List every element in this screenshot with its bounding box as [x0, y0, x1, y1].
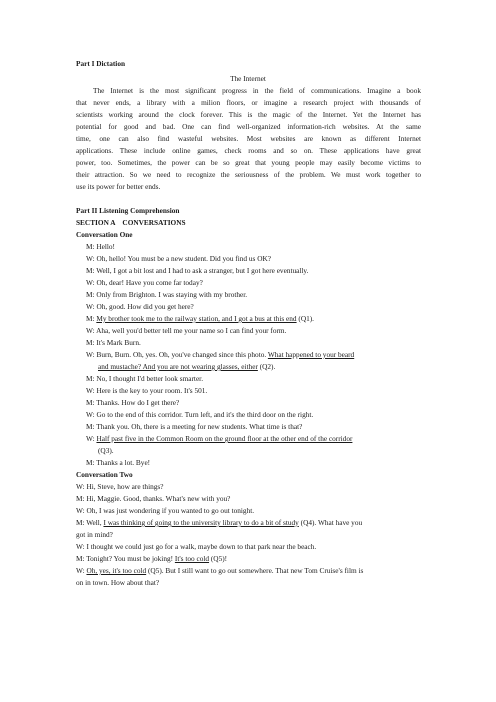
dialogue-line: W: Oh, I was just wondering if you wanted to go out tonight. — [76, 506, 255, 515]
answer-q1: My brother took me to the railway station, and I got a bus at this end — [96, 314, 297, 323]
dialogue-line: M: No, I thought I'd better look smarter. — [86, 374, 204, 383]
part2-heading: Part II Listening Comprehension — [76, 206, 180, 215]
paragraph-line: The Internet is the most significant progress in the field of communications. Imagine a book — [93, 86, 421, 95]
dialogue-line: M: Thank you. Oh, there is a meeting for new students. What time is that? — [86, 422, 303, 431]
answer-q2: What happened to your beard — [267, 350, 355, 359]
conversation-one-heading: Conversation One — [76, 230, 133, 239]
part1-title: The Internet — [230, 74, 266, 83]
paragraph-line: that never ends, a library with a milion floors, or imagine a research project with thousands of — [76, 98, 421, 107]
dialogue-line: M: Well, I was thinking of going to the university library to do a bit of study (Q4). What have you — [76, 518, 363, 527]
conversation-two-heading: Conversation Two — [76, 470, 133, 479]
dialogue-line: M: Tonight? You must be joking! It's too cold (Q5)! — [76, 554, 228, 563]
dialogue-line: M: Thanks a lot. Bye! — [86, 458, 151, 467]
answer-q5b: Oh, yes, it's too cold — [86, 566, 147, 575]
dialogue-line: W: Go to the end of this corridor. Turn left, and it's the third door on the right. — [86, 410, 314, 419]
dialogue-line: W: Half past five in the Common Room on the ground floor at the other end of the corridor — [86, 434, 353, 443]
dialogue-line: W: Oh, hello! You must be a new student. Did you find us OK? — [86, 254, 271, 263]
dialogue-line: W: Aha, well you'd better tell me your name so I can find your form. — [86, 326, 287, 335]
dialogue-line: got in mind? — [76, 530, 113, 539]
dialogue-line: W: Burn, Burn. Oh, yes. Oh, you've changed since this photo. What happened to your beard — [86, 350, 355, 359]
paragraph-line: time, one can also find wasteful websites. Most websites are known as different Internet — [76, 134, 421, 143]
paragraph-line: scientists working around the clock forever. This is the magic of the Internet. Yet the Internet has — [76, 110, 421, 119]
dialogue-line: M: Only from Brighton. I was staying with my brother. — [86, 290, 248, 299]
answer-q2-cont: and mustache? And you are not wearing glasses, either — [98, 362, 258, 371]
dialogue-line: W: Oh, dear! Have you come far today? — [86, 278, 203, 287]
dialogue-line: M: My brother took me to the railway station, and I got a bus at this end (Q1). — [86, 314, 315, 323]
paragraph-line: their attraction. So we need to recognize the seriousness of the problem. We must work together to — [76, 170, 421, 179]
dialogue-line: W: Hi, Steve, how are things? — [76, 482, 164, 491]
dialogue-line: (Q3). — [98, 446, 114, 455]
dialogue-line: M: Well, I got a bit lost and I had to ask a stranger, but I got here eventually. — [86, 266, 309, 275]
dialogue-line: W: Here is the key to your room. It's 501. — [86, 386, 208, 395]
paragraph-line: power, too. Sometimes, the power can be so great that young people may easily become victims to — [76, 158, 421, 167]
dialogue-line: W: I thought we could just go for a walk, maybe down to that park near the beach. — [76, 542, 317, 551]
dialogue-line: W: Oh, yes, it's too cold (Q5). But I still want to go out somewhere. That new Tom Cruise's film is — [76, 566, 364, 575]
dialogue-line: W: Oh, good. How did you get here? — [86, 302, 194, 311]
dialogue-line: and mustache? And you are not wearing glasses, either (Q2). — [98, 362, 276, 371]
paragraph-line: potential for good and bad. One can find well-organized information-rich websites. At the same — [76, 122, 421, 131]
dialogue-line: M: Thanks. How do I get there? — [86, 398, 180, 407]
part1-heading: Part I Dictation — [76, 59, 126, 68]
answer-q5: It's too cold — [174, 554, 210, 563]
section-heading: SECTION A CONVERSATIONS — [76, 218, 186, 227]
dialogue-line: M: Hello! — [86, 242, 115, 251]
dialogue-line: on in town. How about that? — [76, 578, 160, 587]
answer-q3: Half past five in the Common Room on the ground floor at the other end of the corridor — [96, 434, 353, 443]
answer-q4: I was thinking of going to the university library to do a bit of study — [103, 518, 299, 527]
dialogue-line: M: Hi, Maggie. Good, thanks. What's new with you? — [76, 494, 231, 503]
paragraph-line: applications. These include online games, check rooms and so on. These applications have great — [76, 146, 421, 155]
dialogue-line: M: It's Mark Burn. — [86, 338, 141, 347]
paragraph-line: use its power for better ends. — [76, 182, 161, 191]
